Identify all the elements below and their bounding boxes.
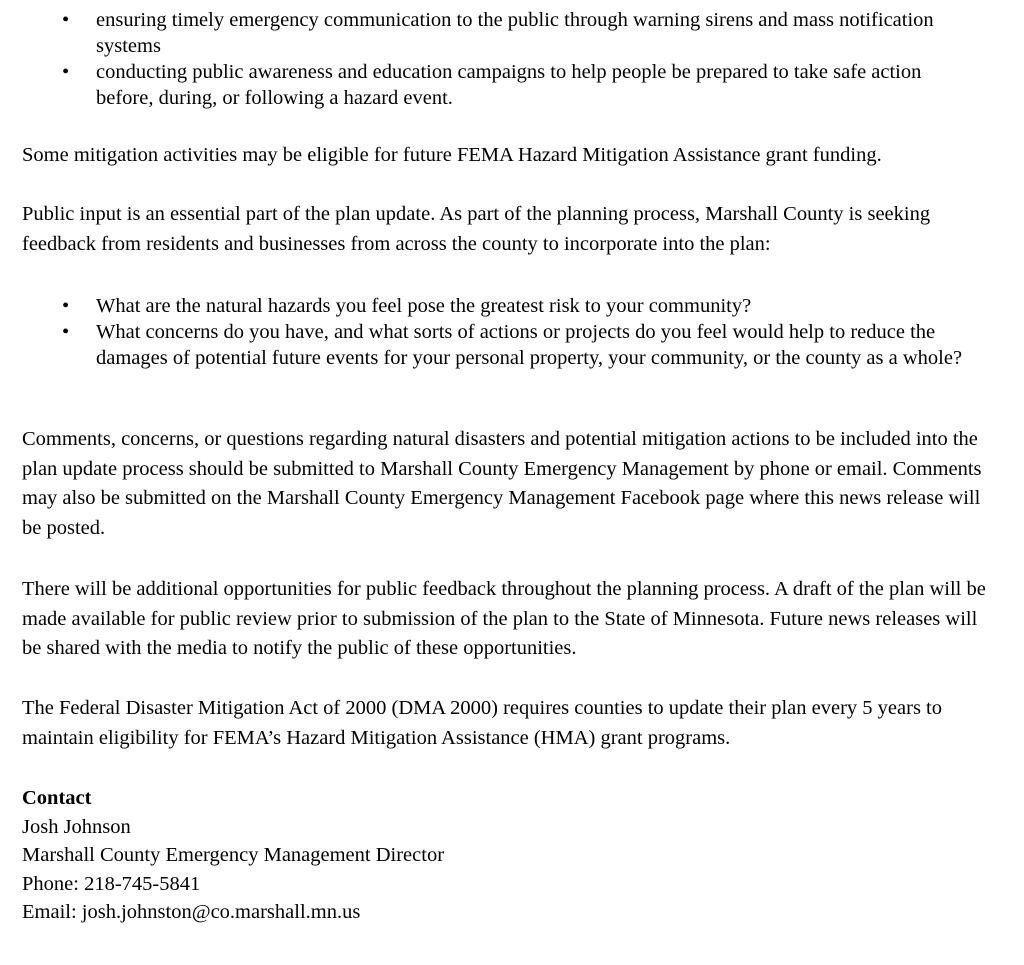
grant-paragraph: Some mitigation activities may be eligible for future FEMA Hazard Mitigation Assistance grant funding. (22, 144, 882, 166)
bullet-icon: • (62, 61, 70, 83)
list-item-text: What are the natural hazards you feel pose the greatest risk to your community? (96, 295, 752, 317)
list-item (22, 59, 982, 111)
list-item (22, 293, 982, 319)
bullet-icon: • (62, 9, 70, 31)
questions-list (22, 293, 982, 371)
contact-heading: Contact (22, 787, 92, 809)
list-item (22, 7, 982, 59)
bullet-icon: • (62, 321, 70, 343)
list-item-text: ensuring timely emergency communication to the public through warning sirens and mass notification systems (96, 9, 934, 57)
contact-phone: Phone: 218-745-5841 (22, 872, 201, 895)
list-item-text: conducting public awareness and education campaigns to help people be prepared to take safe action before, during, or following a hazard event. (96, 61, 922, 109)
contact-block (22, 784, 444, 927)
bullet-icon: • (62, 295, 70, 317)
public-input-paragraph: Public input is an essential part of the plan update. As part of the planning process, Marshall County is seeking feedback from residents and businesses from across the county to incorporate into the plan: (22, 203, 931, 255)
opportunities-paragraph: There will be additional opportunities for public feedback throughout the planning process. A draft of the plan will be made available for public review prior to submission of the plan to the State of Minnesota. Future news releases will be shared with the media to notify the public of these opportunities. (22, 578, 986, 660)
list-item (22, 319, 982, 371)
contact-name: Josh Johnson (22, 815, 131, 838)
list-item-text: What concerns do you have, and what sorts of actions or projects do you feel would help to reduce the damages of potential future events for your personal property, your community, or the county as a whole? (96, 321, 963, 369)
contact-title: Marshall County Emergency Management Director (22, 844, 445, 866)
comments-paragraph: Comments, concerns, or questions regarding natural disasters and potential mitigation actions to be included into the plan update process should be submitted to Marshall County Emergency Management by phone or email. Comments may also be submitted on the Marshall County Emergency Management Facebook page where this news release will be posted. (22, 428, 982, 540)
dma-paragraph: The Federal Disaster Mitigation Act of 2000 (DMA 2000) requires counties to update their plan every 5 years to maintain eligibility for FEMA’s Hazard Mitigation Assistance (HMA) grant programs. (22, 697, 942, 749)
contact-email: Email: josh.johnston@co.marshall.mn.us (22, 901, 361, 923)
mitigation-actions-list (22, 7, 982, 111)
